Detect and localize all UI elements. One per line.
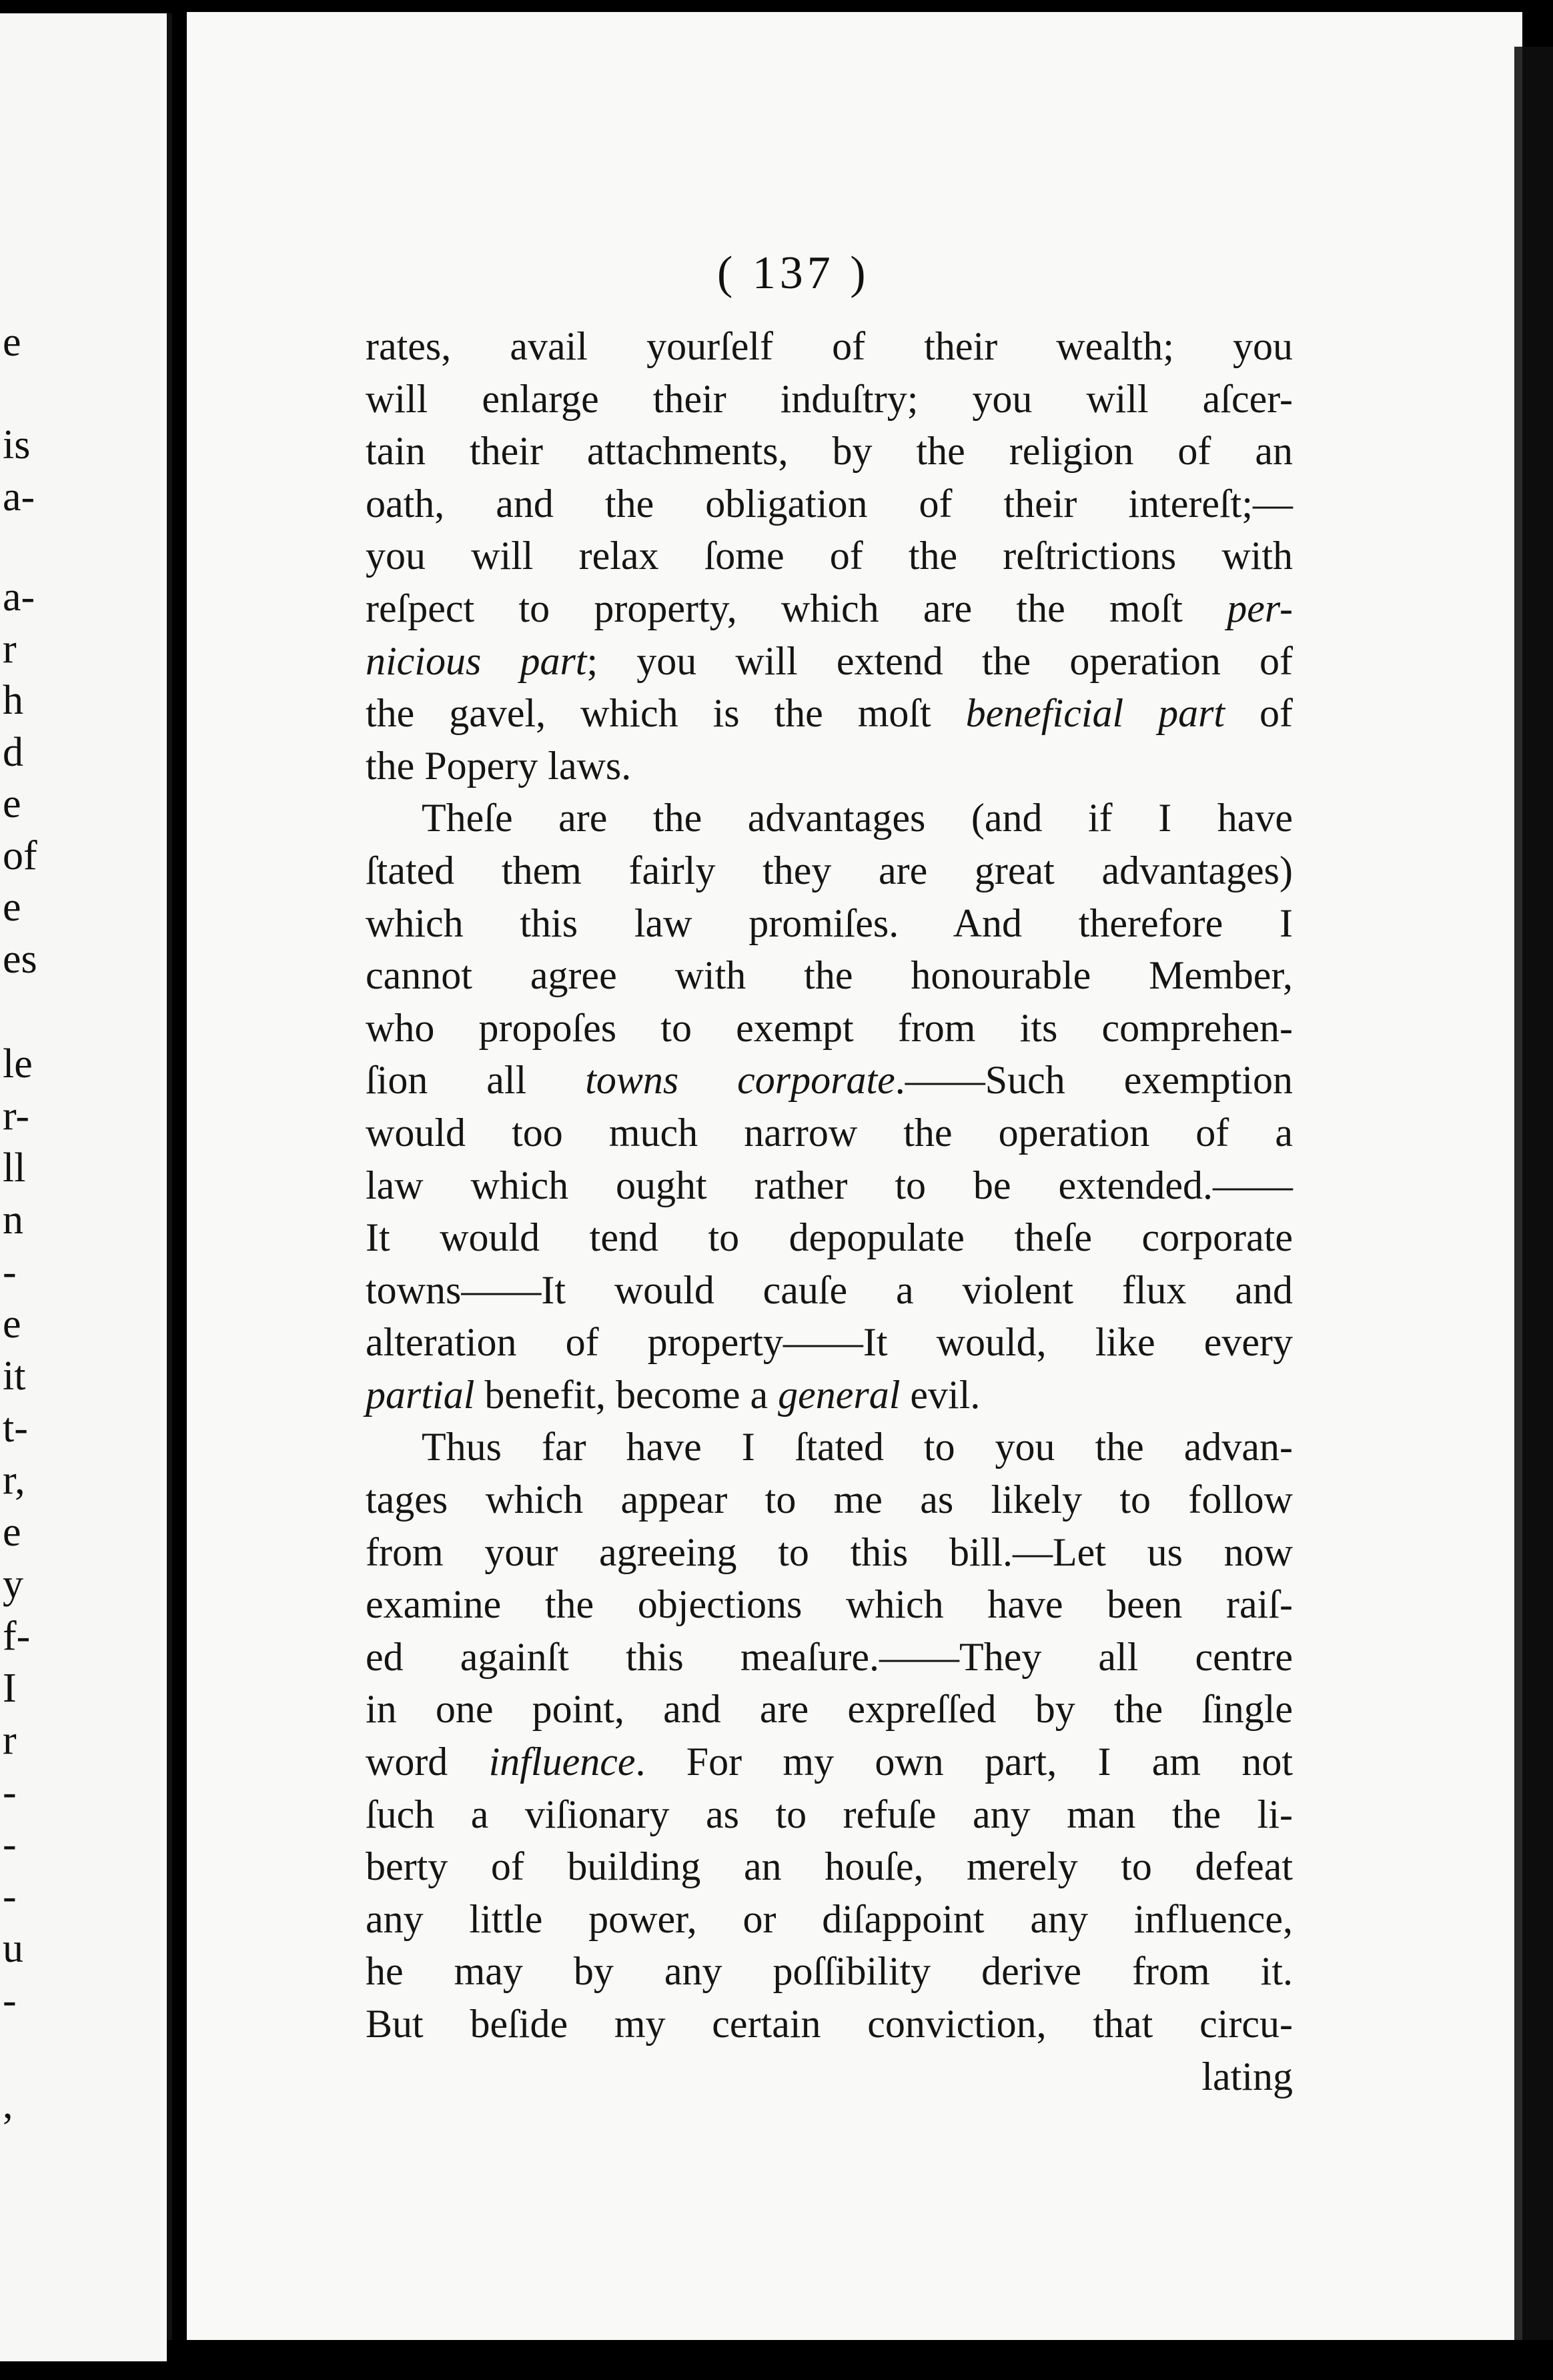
book-gutter: [172, 0, 187, 2380]
text-line: ed againſt this meaſure.——They all centre: [366, 1634, 1293, 1679]
text-line: partial benefit, become a general evil.: [366, 1372, 981, 1417]
text-line: oath, and the obligation of their intereſt;—: [366, 481, 1293, 526]
left-fragment: r-: [3, 1093, 30, 1139]
page-edge-shadow: [1514, 47, 1522, 2341]
left-fragment: e: [3, 1301, 21, 1347]
text-line: examine the objections which have been raiſ-: [366, 1582, 1293, 1627]
left-fragment: f-: [3, 1614, 31, 1659]
text-line: ſtated them fairly they are great advantages): [366, 848, 1293, 892]
text-line: you will relax ſome of the reſtrictions with: [366, 534, 1293, 578]
text-line: in one point, and are expreſſed by the ſingle: [366, 1687, 1293, 1732]
text-line: will enlarge their induſtry; you will aſcer-: [366, 376, 1293, 421]
left-fragment: t-: [3, 1405, 28, 1451]
left-fragment: d: [3, 730, 23, 775]
left-fragment: -: [3, 1770, 17, 1815]
text-line: alteration of property——It would, like every: [366, 1320, 1293, 1365]
text-line: ſion all towns corporate.——Such exemption: [366, 1058, 1293, 1103]
page-number: ( 137 ): [717, 247, 870, 299]
body-text: [366, 320, 1293, 2103]
text-line: tain their attachments, by the religion of an: [366, 429, 1293, 474]
left-fragment: le: [3, 1041, 33, 1087]
left-fragment: r: [3, 1718, 17, 1763]
left-fragment: u: [3, 1926, 23, 1971]
text-line: tages which appear to me as likely to follow: [366, 1477, 1293, 1522]
catchword: lating: [1201, 2054, 1293, 2099]
text-line: would too much narrow the operation of a: [366, 1110, 1293, 1155]
left-fragment: of: [3, 833, 37, 878]
text-line: berty of building an houſe, merely to defeat: [366, 1844, 1293, 1889]
text-line: the Popery laws.: [366, 743, 632, 788]
text-line: towns——It would cauſe a violent flux and: [366, 1267, 1293, 1312]
text-line: which this law promiſes. And therefore I: [366, 901, 1293, 945]
left-fragment: e: [3, 781, 21, 826]
bottom-border: [167, 2340, 1553, 2380]
left-fragment: h: [3, 678, 23, 723]
left-fragment: e: [3, 320, 21, 365]
left-fragment: -: [3, 1249, 17, 1295]
left-fragment: ,: [3, 2082, 13, 2127]
page-edge: [1522, 47, 1553, 2341]
left-fragment: is: [3, 422, 31, 468]
text-line: the gavel, which is the moſt beneficial part of: [366, 691, 1293, 736]
text-line: cannot agree with the honourable Member,: [366, 953, 1293, 998]
left-fragment: r,: [3, 1457, 25, 1503]
text-line: any little power, or diſappoint any influence,: [366, 1896, 1293, 1941]
text-line: reſpect to property, which are the moſt per-: [366, 586, 1293, 630]
left-fragment: I: [3, 1666, 17, 1711]
text-line: ſuch a viſionary as to refuſe any man the li-: [366, 1792, 1293, 1836]
left-fragment: it: [3, 1353, 26, 1399]
left-fragment: e: [3, 1510, 21, 1555]
text-line: Theſe are the advantages (and if I have: [422, 796, 1293, 840]
left-page-edge: [0, 13, 172, 2361]
text-line: nicious part; you will extend the operation of: [366, 638, 1293, 683]
left-fragment: n: [3, 1197, 23, 1243]
left-fragment: y: [3, 1562, 23, 1607]
text-line: But beſide my certain conviction, that circu-: [366, 2002, 1293, 2046]
left-fragment: a-: [3, 574, 35, 620]
left-fragment: -: [3, 1874, 17, 1919]
text-line: law which ought rather to be extended.——: [366, 1163, 1293, 1207]
left-fragment: r: [3, 626, 17, 672]
text-line: Thus far have I ſtated to you the advan-: [422, 1425, 1293, 1469]
text-line: It would tend to depopulate theſe corporate: [366, 1215, 1293, 1260]
text-line: who propoſes to exempt from its comprehen-: [366, 1005, 1293, 1050]
left-fragment: es: [3, 937, 37, 982]
text-line: rates, avail yourſelf of their wealth; you: [366, 324, 1293, 368]
text-line: he may by any poſſibility derive from it.: [366, 1949, 1293, 1994]
text-line: from your agreeing to this bill.—Let us now: [366, 1530, 1293, 1574]
left-fragment: a-: [3, 474, 35, 520]
left-fragment: -: [3, 1978, 17, 2023]
text-line: word influence. For my own part, I am not: [366, 1740, 1293, 1784]
left-fragment: ll: [3, 1145, 26, 1191]
left-fragment: e: [3, 884, 21, 930]
left-fragment: -: [3, 1822, 17, 1867]
